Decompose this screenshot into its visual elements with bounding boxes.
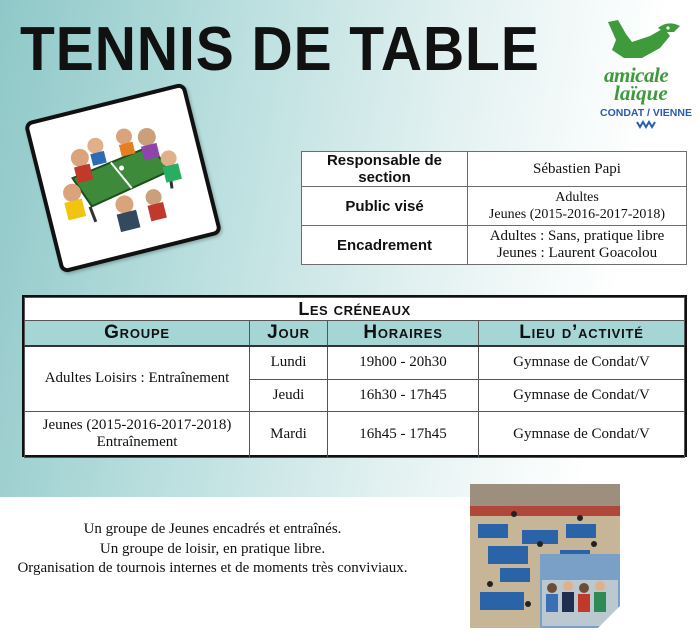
info-value: Sébastien Papi [468, 152, 687, 187]
page-title: TENNIS DE TABLE [20, 15, 540, 84]
info-value: Adultes Jeunes (2015-2016-2017-2018) [468, 187, 687, 226]
description-line: Un groupe de Jeunes encadrés et entraînés. [83, 521, 342, 537]
description-line: Un groupe de loisir, en pratique libre. [99, 540, 326, 557]
jour-cell: Jeudi [250, 379, 328, 411]
header-horaires: Horaires [328, 321, 479, 347]
description-line: Organisation de tournois internes et de moments très conviviaux. [17, 560, 408, 576]
lieu-cell: Gymnase de Condat/V [479, 379, 685, 411]
header-jour: Jour [250, 321, 328, 347]
waves-icon [636, 119, 656, 129]
table-row [25, 346, 685, 379]
table-tennis-cartoon-icon [28, 89, 207, 261]
table-row [25, 411, 685, 457]
creneaux-table [22, 295, 687, 457]
section-description [10, 520, 415, 579]
jour-cell: Mardi [250, 411, 328, 457]
info-label: Responsable de section [302, 152, 468, 187]
gymnasium-photo-icon [470, 484, 620, 628]
amicale-laique-logo: amicale laïque CONDAT / VIENNE [598, 18, 694, 136]
info-row-public [302, 187, 687, 226]
gym-photo-collage [470, 484, 620, 628]
section-info-table [301, 151, 687, 265]
creneaux-header-row [25, 321, 685, 347]
info-value: Adultes : Sans, pratique libre Jeunes : Laurent Goacolou [468, 226, 687, 265]
header-groupe: Groupe [25, 321, 250, 347]
info-row-responsable [302, 152, 687, 187]
creneaux-caption: Les créneaux [25, 298, 685, 321]
groupe-cell: Jeunes (2015-2016-2017-2018) Entraînement [25, 411, 250, 457]
horaires-cell: 19h00 - 20h30 [328, 346, 479, 379]
lieu-cell: Gymnase de Condat/V [479, 411, 685, 457]
horaires-cell: 16h45 - 17h45 [328, 411, 479, 457]
info-label: Encadrement [302, 226, 468, 265]
groupe-cell: Adultes Loisirs : Entraînement [25, 346, 250, 411]
info-row-encadrement [302, 226, 687, 265]
lieu-cell: Gymnase de Condat/V [479, 346, 685, 379]
info-label: Public visé [302, 187, 468, 226]
horaires-cell: 16h30 - 17h45 [328, 379, 479, 411]
jour-cell: Lundi [250, 346, 328, 379]
header-lieu: Lieu d’activité [479, 321, 685, 347]
